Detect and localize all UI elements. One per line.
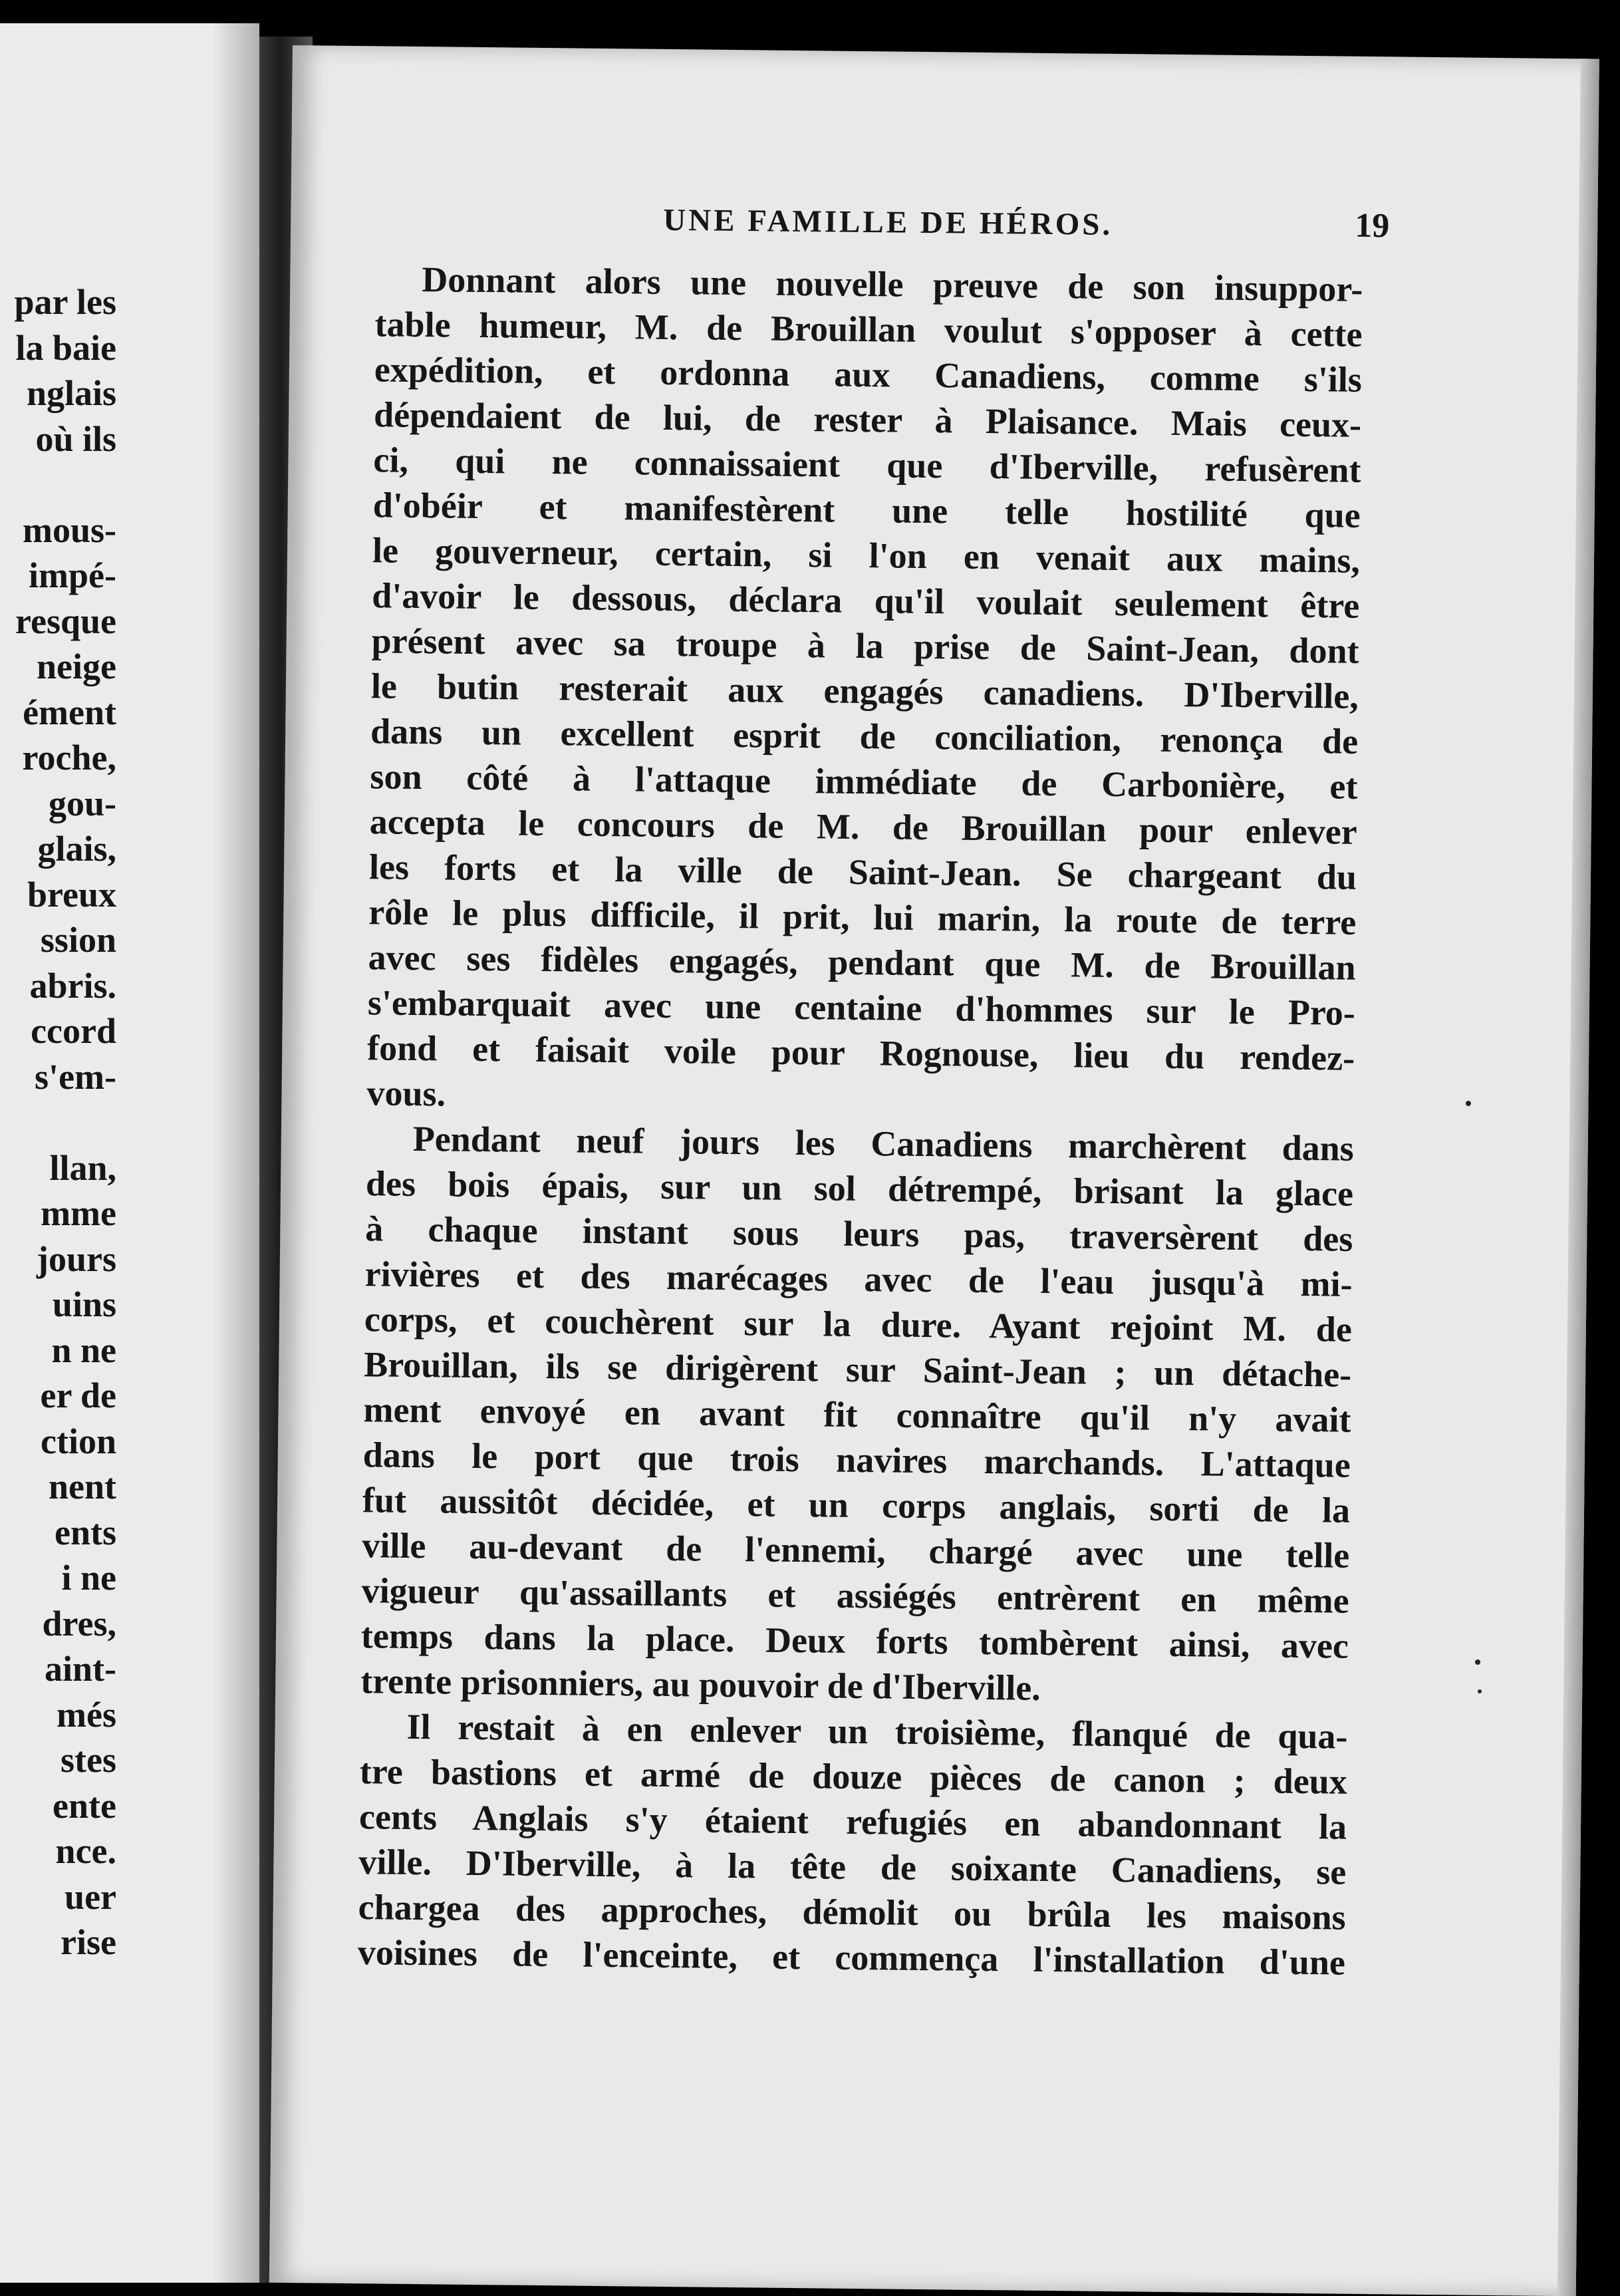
text-line: ville. D'Iberville, à la tête de soixante Canadiens, se bbox=[358, 1842, 1347, 1892]
text-line: s'embarquait avec une centaine d'hommes sur le Pro- bbox=[367, 982, 1356, 1033]
previous-page-line: neige bbox=[37, 646, 116, 686]
text-line: d'obéir et manifestèrent une telle hostilité que bbox=[372, 485, 1361, 535]
previous-page-line: breux bbox=[27, 874, 116, 915]
previous-page-line: n ne bbox=[51, 1330, 116, 1370]
previous-page-line: ément bbox=[23, 692, 116, 732]
text-line: accepta le concours de M. de Brouillan pour enlever bbox=[369, 801, 1358, 852]
previous-page-line: s'em- bbox=[35, 1056, 116, 1097]
book-page bbox=[269, 45, 1599, 2296]
text-line: trente prisonniers, au pouvoir de d'Iberville. bbox=[360, 1661, 1041, 1708]
text-line: Pendant neuf jours les Canadiens marchèrent dans bbox=[412, 1118, 1355, 1169]
previous-page-line: i ne bbox=[61, 1558, 116, 1598]
text-line: le gouverneur, certain, si l'on en venait aux mains, bbox=[372, 530, 1361, 581]
text-line: les forts et la ville de Saint-Jean. Se chargeant du bbox=[368, 847, 1357, 897]
previous-page-line: nglais bbox=[26, 373, 116, 413]
text-line: Il restait à en enlever un troisième, flanqué de qua- bbox=[406, 1706, 1348, 1757]
page-number: 19 bbox=[1354, 206, 1390, 245]
ink-speck bbox=[1466, 1101, 1471, 1106]
previous-page-line: ente bbox=[53, 1785, 116, 1826]
text-line: ci, qui ne connaissaient que d'Iberville, refusèrent bbox=[373, 440, 1361, 490]
text-line: ment envoyé en avant fit connaître qu'il n'y avait bbox=[363, 1389, 1351, 1440]
text-line: fond et faisait voile pour Rognouse, lieu du rendez- bbox=[366, 1028, 1355, 1078]
text-line: à chaque instant sous leurs pas, traversèrent des bbox=[365, 1209, 1353, 1259]
previous-page-line: impé- bbox=[29, 555, 116, 595]
text-line: Brouillan, ils se dirigèrent sur Saint-Jean ; un détache- bbox=[363, 1344, 1352, 1395]
text-line: Donnant alors une nouvelle preuve de son insuppor- bbox=[422, 259, 1363, 309]
text-line: tre bastions et armé de douze pièces de canon ; deux bbox=[359, 1751, 1348, 1802]
previous-page-line: où ils bbox=[35, 418, 116, 459]
page-body-text bbox=[358, 256, 1363, 1985]
previous-page-line: gou- bbox=[48, 783, 116, 823]
previous-page-line: nent bbox=[48, 1467, 116, 1507]
running-head: UNE FAMILLE DE HÉROS. bbox=[663, 202, 1113, 242]
previous-page-line: ents bbox=[55, 1512, 116, 1552]
text-line: vous. bbox=[366, 1073, 446, 1114]
text-line: table humeur, M. de Brouillan voulut s'opposer à cette bbox=[374, 304, 1363, 355]
text-line: temps dans la place. Deux forts tombèrent ainsi, avec bbox=[360, 1616, 1349, 1666]
previous-page-line: més bbox=[57, 1694, 116, 1735]
previous-page-line: ccord bbox=[31, 1011, 116, 1051]
text-line: avec ses fidèles engagés, pendant que M. de Brouillan bbox=[368, 937, 1356, 988]
previous-page-line: la baie bbox=[15, 327, 116, 368]
text-line: rivières et des marécages avec de l'eau jusqu'à mi- bbox=[364, 1254, 1353, 1304]
text-line: fut aussitôt décidée, et un corps anglais, sorti de la bbox=[362, 1480, 1351, 1530]
previous-page-line: stes bbox=[61, 1740, 116, 1780]
ink-speck bbox=[1475, 1659, 1480, 1665]
previous-page-fragment bbox=[0, 23, 259, 2283]
previous-page-line: ssion bbox=[40, 920, 116, 960]
text-line: corps, et couchèrent sur la dure. Ayant rejoint M. de bbox=[364, 1299, 1353, 1350]
previous-page-line bbox=[0, 1099, 116, 1145]
ink-speck bbox=[1478, 1689, 1482, 1693]
text-line: présent avec sa troupe à la prise de Saint-Jean, dont bbox=[371, 621, 1359, 671]
previous-page-line: glais, bbox=[37, 829, 116, 869]
text-line: ville au-devant de l'ennemi, chargé avec une telle bbox=[362, 1525, 1350, 1576]
text-line: des bois épais, sur un sol détrempé, brisant la glace bbox=[365, 1163, 1354, 1214]
previous-page-line: aint- bbox=[45, 1649, 116, 1689]
previous-page-line bbox=[0, 462, 116, 507]
previous-page-line: uer bbox=[65, 1876, 116, 1917]
text-line: voisines de l'enceinte, et commença l'installation d'une bbox=[357, 1932, 1346, 1983]
previous-page-text bbox=[0, 279, 116, 1965]
text-line: dépendaient de lui, de rester à Plaisance. Mais ceux- bbox=[373, 394, 1362, 445]
gutter-shadow bbox=[213, 23, 259, 2283]
previous-page-line: resque bbox=[15, 601, 116, 641]
previous-page-line: par les bbox=[14, 282, 116, 322]
previous-page-line: dres, bbox=[42, 1603, 116, 1644]
text-line: d'avoir le dessous, déclara qu'il voulait seulement être bbox=[372, 575, 1360, 626]
previous-page-line: abris. bbox=[29, 965, 116, 1006]
text-line: expédition, et ordonna aux Canadiens, comme s'ils bbox=[374, 349, 1363, 400]
text-line: cents Anglais s'y étaient refugiés en abandonnant la bbox=[358, 1796, 1347, 1847]
previous-page-line: er de bbox=[40, 1375, 116, 1415]
previous-page-line: rise bbox=[61, 1922, 116, 1962]
previous-page-line: llan, bbox=[49, 1147, 116, 1188]
page-edge bbox=[1557, 59, 1599, 2296]
previous-page-line: nce. bbox=[55, 1831, 116, 1871]
text-line: chargea des approches, démolit ou brûla les maisons bbox=[358, 1887, 1346, 1937]
text-line: rôle le plus difficile, il prit, lui marin, la route de terre bbox=[368, 892, 1357, 942]
text-line: le butin resterait aux engagés canadiens. D'Iberville, bbox=[370, 666, 1359, 716]
text-line: vigueur qu'assaillants et assiégés entrèrent en même bbox=[361, 1570, 1349, 1621]
previous-page-line: jours bbox=[37, 1238, 116, 1279]
previous-page-line: ction bbox=[41, 1421, 116, 1461]
text-line: son côté à l'attaque immédiate de Carbonière, et bbox=[370, 756, 1358, 807]
previous-page-line: mme bbox=[41, 1193, 116, 1233]
previous-page-line: mous- bbox=[22, 509, 116, 550]
previous-page-line: roche, bbox=[22, 738, 116, 778]
text-line: dans le port que trois navires marchands. L'attaque bbox=[362, 1435, 1351, 1485]
text-line: dans un excellent esprit de conciliation, renonça de bbox=[370, 711, 1359, 762]
previous-page-line: uins bbox=[52, 1284, 116, 1324]
